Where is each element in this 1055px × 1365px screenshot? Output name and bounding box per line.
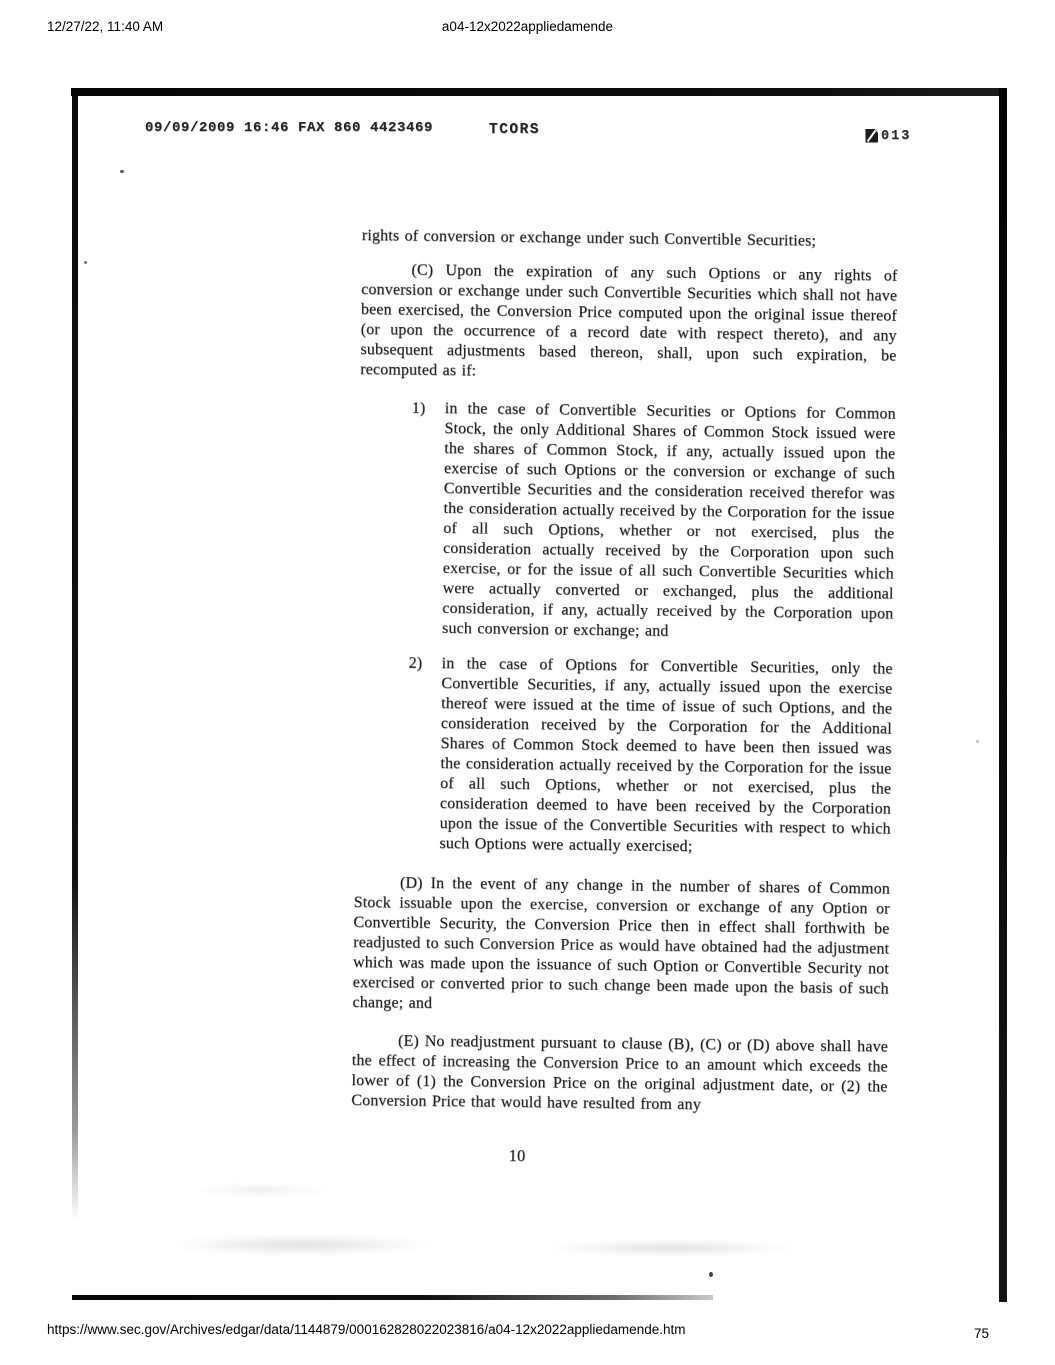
scan-border-top: [71, 88, 1007, 96]
fax-page-stamp-number: 013: [881, 128, 912, 144]
scan-border-right: [999, 88, 1007, 1302]
fax-page-icon: [865, 128, 879, 144]
fax-transmission-line: 09/09/2009 16:46 FAX 860 4423469: [145, 120, 434, 136]
list-item: [354, 653, 892, 860]
fax-page-stamp: [865, 128, 911, 144]
list-item-text: in the case of Convertible Securities or Options for Common Stock, the only Additional Shares of Common Stock issued were the shares of Common Stock, if any, actually issued upon the exercise of such Options or the conversion or exchange of such Convertible Securities and the consideration received therefor was the consideration actually received by the Corporation for the issue of all such Options, whether or not exercised, plus the consideration actually received by the Corporation upon such exercise, or for the issue of all such Convertible Securities which were actually converted or exchanged, plus the additional consideration, if any, actually received by the Corporation upon such conversion or exchange; and: [441, 400, 896, 640]
print-source-url: https://www.sec.gov/Archives/edgar/data/1144879/000162828022023816/a04-12x2022appliedamende.htm: [47, 1322, 686, 1337]
print-doc-title: a04-12x2022appliedamende: [441, 19, 614, 34]
scan-border-bottom: [72, 1295, 713, 1300]
document-body: [351, 226, 898, 1171]
scan-speck: [84, 261, 87, 264]
list-item-text: in the case of Options for Convertible Securities, only the Convertible Securities, if any, actually issued upon the exercise thereof were issued at the time of issue of such Options, and the consideration received by the Corporation for the Additional Shares of Common Stock deemed to have been then issued was the consideration actually received by the Corporation for the issue of all such Options, whether or not exercised, plus the consideration deemed to have been received by the Corporation upon the issue of the Convertible Securities with respect to which such Options were actually exercised;: [439, 655, 893, 856]
print-page-number: 75: [973, 1326, 989, 1341]
scanned-page: [71, 88, 1007, 1302]
document-page-number: 10: [508, 1145, 526, 1166]
paragraph-intro: rights of conversion or exchange under such Convertible Securities;: [361, 226, 817, 250]
list-item-number: 1): [411, 399, 426, 417]
paragraph-c: (C) Upon the expiration of any such Options or any rights of conversion or exchange under such Convertible Securities which shall not have been exercised, the Conversion Price computed upon the original issue thereof (or upon the occurrence of a record date with respect thereto), and any subsequent adjustments based thereon, shall, upon such expiration, be recomputed as if:: [360, 261, 898, 380]
scan-smudge: [191, 1183, 331, 1197]
fax-sender-id: TCORS: [489, 122, 541, 138]
list-item-number: 2): [408, 654, 423, 672]
scan-speck: [709, 1272, 713, 1277]
paragraph-d: (D) In the event of any change in the number of shares of Common Stock issuable upon the exercise, conversion or exchange of any Option or Convertible Security, the Conversion Price then in effect shall forthwith be readjusted to such Conversion Price as would have obtained had the adjustment which was made upon the issuance of such Option or Convertible Security not exercised or converted prior to such change been made upon the basis of such change; and: [352, 874, 891, 1012]
paragraph-e: (E) No readjustment pursuant to clause (B), (C) or (D) above shall have the effect of increasing the Conversion Price to an amount which exceeds the lower of (1) the Conversion Price on the original adjustment date, or (2) the Conversion Price that would have resulted from any: [351, 1032, 889, 1114]
scan-speck: [120, 170, 124, 173]
scan-border-left: [72, 95, 78, 1220]
print-datetime: 12/27/22, 11:40 AM: [47, 19, 164, 34]
scan-smudge: [166, 1234, 436, 1256]
list-item: [357, 398, 896, 645]
scan-speck: [976, 740, 979, 743]
numbered-list: [354, 398, 896, 860]
scan-smudge: [541, 1240, 801, 1256]
